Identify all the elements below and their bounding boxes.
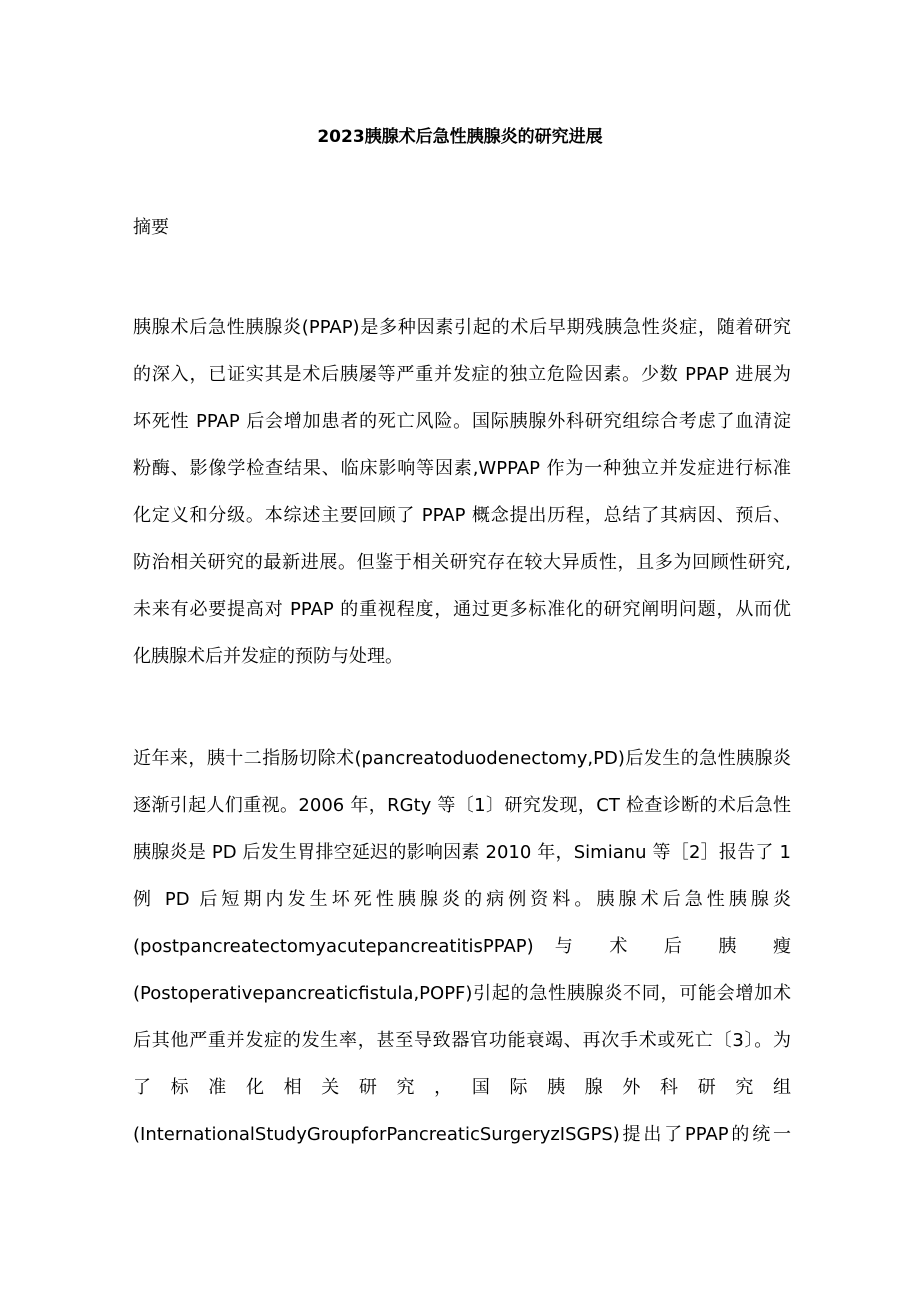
body-line: 胰腺炎是 PD 后发生胃排空延迟的影响因素 2010 年，Simianu 等［2］报告了 1 <box>133 842 791 863</box>
body-line: (Postoperativepancreaticfistula,POPF)引起的急性胰腺炎不同，可能会增加术 <box>133 983 791 1004</box>
body-line: 后其他严重并发症的发生率，甚至导致器官功能衰竭、再次手术或死亡〔3〕。为 <box>133 1030 791 1051</box>
abstract-line: 未来有必要提高对 PPAP 的重视程度，通过更多标准化的研究阐明问题，从而优 <box>133 599 791 620</box>
body-line: 近年来，胰十二指肠切除术(pancreatoduodenectomy,PD)后发生的急性胰腺炎 <box>133 748 791 769</box>
abstract-paragraph <box>133 304 791 680</box>
body-line: (postpancreatectomyacutepancreatitisPPAP) 与 术 后 胰 瘦 <box>133 936 791 957</box>
abstract-line: 化胰腺术后并发症的预防与处理。 <box>133 646 403 667</box>
abstract-line: 胰腺术后急性胰腺炎(PPAP)是多种因素引起的术后早期残胰急性炎症，随着研究 <box>133 317 791 338</box>
abstract-line: 的深入，已证实其是术后胰屡等严重并发症的独立危险因素。少数 PPAP 进展为 <box>133 364 791 385</box>
abstract-line: 坏死性 PPAP 后会增加患者的死亡风险。国际胰腺外科研究组综合考虑了血清淀 <box>133 411 791 432</box>
abstract-line: 防治相关研究的最新进展。但鉴于相关研究存在较大异质性，且多为回顾性研究, <box>133 552 791 573</box>
body-paragraph <box>133 735 791 1158</box>
body-line: 逐渐引起人们重视。2006 年，RGty 等〔1〕研究发现，CT 检查诊断的术后急性 <box>133 795 791 816</box>
body-line: 了 标 准 化 相 关 研 究 ， 国 际 胰 腺 外 科 研 究 组 <box>133 1077 791 1098</box>
body-line: (InternationalStudyGroupforPancreaticSurgeryzISGPS)提出了PPAP的统一 <box>133 1124 791 1145</box>
abstract-heading: 摘要 <box>133 217 169 238</box>
document-title: 2023胰腺术后急性胰腺炎的研究进展 <box>317 127 603 147</box>
abstract-line: 粉酶、影像学检查结果、临床影响等因素,WPPAP 作为一种独立并发症进行标准 <box>133 458 791 479</box>
body-line: 例 PD 后短期内发生坏死性胰腺炎的病例资料。胰腺术后急性胰腺炎 <box>133 889 791 910</box>
abstract-line: 化定义和分级。本综述主要回顾了 PPAP 概念提出历程，总结了其病因、预后、 <box>133 505 791 526</box>
